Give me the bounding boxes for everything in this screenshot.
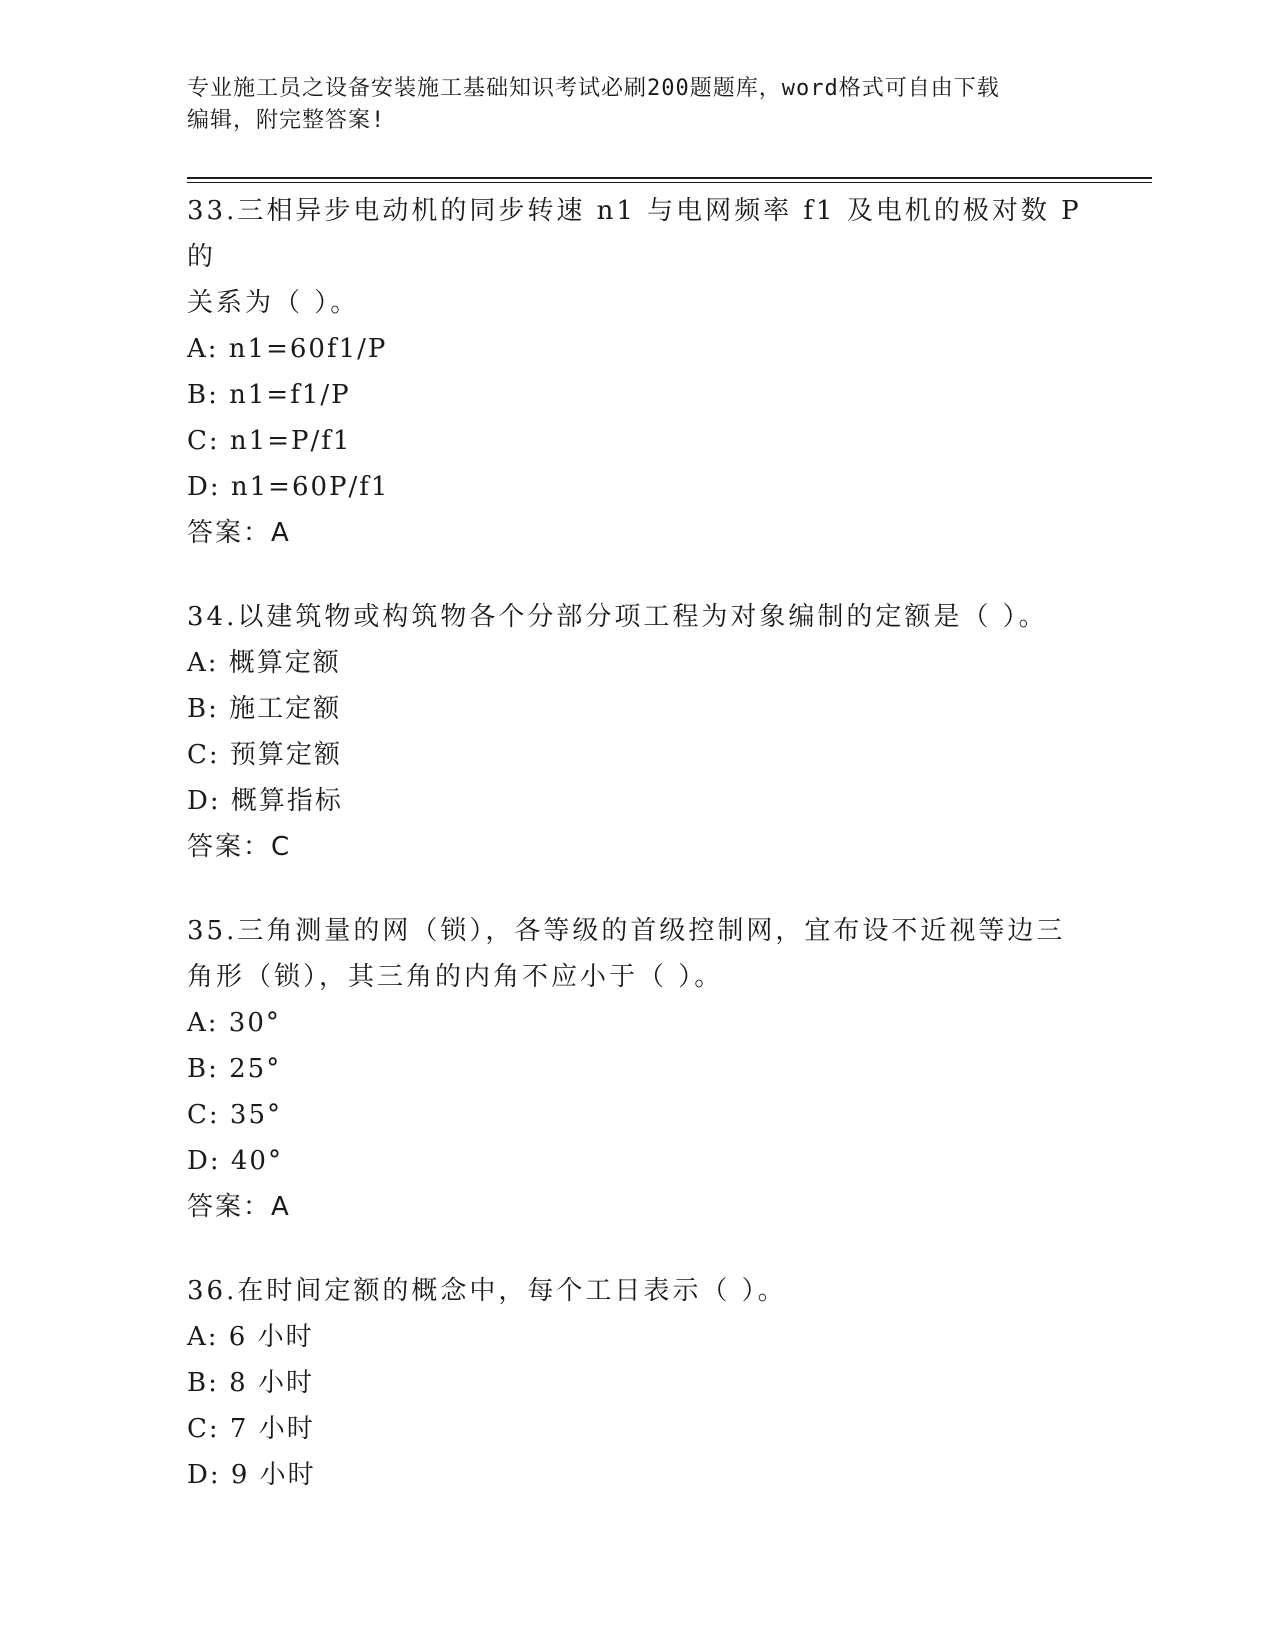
option-a: A: 30° xyxy=(187,1008,281,1038)
option-d: D: n1=60P/f1 xyxy=(187,472,390,502)
option-b: B: 施工定额 xyxy=(187,694,342,724)
option-b: B: 25° xyxy=(187,1054,282,1084)
answer-line: 答案：A xyxy=(187,518,291,548)
question-33 xyxy=(187,188,1093,556)
option-b: B: 8 小时 xyxy=(187,1368,314,1398)
option-c: C: 预算定额 xyxy=(187,740,342,770)
option-c: C: n1=P/f1 xyxy=(187,426,352,456)
question-list xyxy=(187,188,1093,1536)
option-a: A: 概算定额 xyxy=(187,648,341,678)
header-divider-thin xyxy=(187,182,1152,183)
option-a: A: n1=60f1/P xyxy=(187,334,388,364)
header-line-1: 专业施工员之设备安装施工基础知识考试必刷200题题库，word格式可自由下载 xyxy=(187,76,1000,101)
option-c: C: 35° xyxy=(187,1100,283,1130)
question-34 xyxy=(187,594,1087,870)
option-d: D: 40° xyxy=(187,1146,283,1176)
question-35 xyxy=(187,908,1087,1230)
header-divider-thick xyxy=(187,177,1152,179)
option-d: D: 9 小时 xyxy=(187,1460,316,1490)
answer-line: 答案：C xyxy=(187,832,292,862)
option-d: D: 概算指标 xyxy=(187,786,343,816)
question-stem-line: 35.三角测量的网（锁），各等级的首级控制网，宜布设不近视等边三 xyxy=(187,916,1066,946)
question-36 xyxy=(187,1268,1087,1498)
question-stem-line: 34.以建筑物或构筑物各个分部分项工程为对象编制的定额是（ ）。 xyxy=(187,602,1048,632)
answer-line: 答案：A xyxy=(187,1192,291,1222)
question-stem-line: 角形（锁），其三角的内角不应小于（ ）。 xyxy=(187,962,724,992)
question-stem-line: 关系为（ ）。 xyxy=(187,288,360,318)
question-stem-line: 33.三相异步电动机的同步转速 n1 与电网频率 f1 及电机的极对数 P 的 xyxy=(187,196,1093,272)
header-line-2: 编辑，附完整答案! xyxy=(187,108,386,133)
option-b: B: n1=f1/P xyxy=(187,380,351,410)
question-stem-line: 36.在时间定额的概念中，每个工日表示（ ）。 xyxy=(187,1276,787,1306)
option-a: A: 6 小时 xyxy=(187,1322,314,1352)
option-c: C: 7 小时 xyxy=(187,1414,315,1444)
document-header xyxy=(187,73,1087,137)
